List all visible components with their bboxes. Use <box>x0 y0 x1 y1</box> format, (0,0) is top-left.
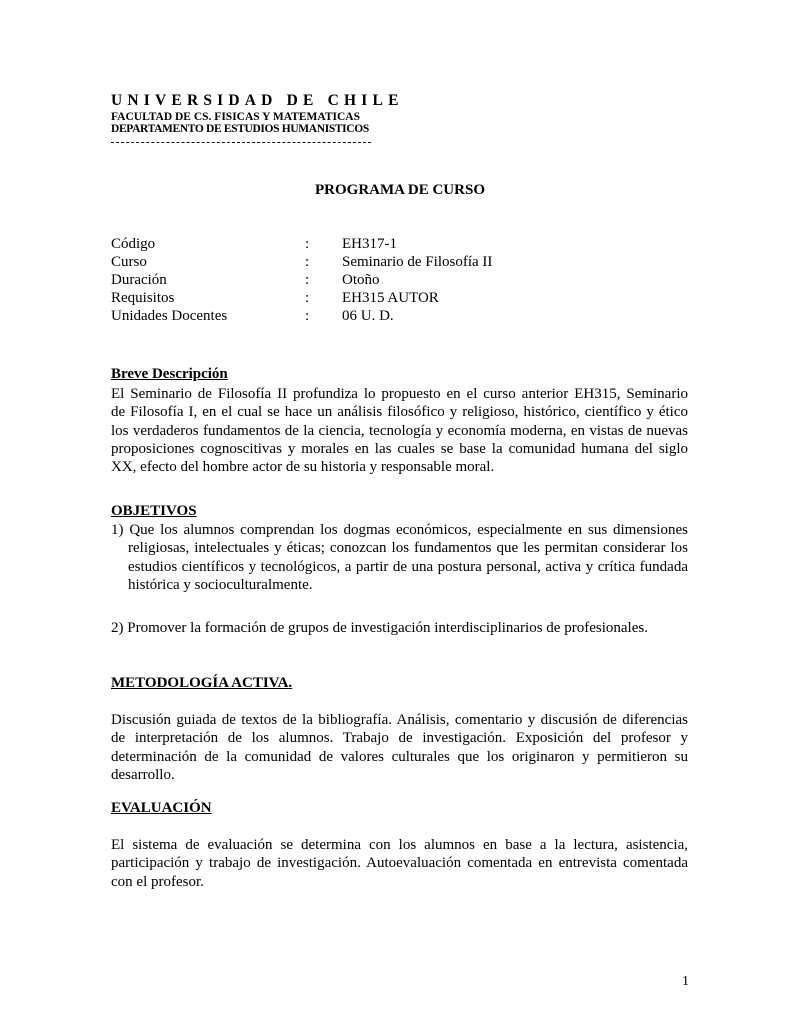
header-divider <box>111 142 371 143</box>
info-separator: : <box>305 272 310 288</box>
info-separator: : <box>305 290 310 306</box>
evaluation-text <box>111 836 688 891</box>
info-value: Seminario de Filosofía II <box>342 254 493 270</box>
description-text <box>111 385 688 476</box>
course-info-row <box>0 254 800 272</box>
page-title: PROGRAMA DE CURSO <box>314 182 485 198</box>
text-line: proposiciones cognoscitivas y morales en las cuales se base la comunidad humana del siglo <box>111 440 688 457</box>
info-label: Curso <box>111 254 147 270</box>
text-line: desarrollo. <box>111 766 175 783</box>
text-line: Discusión guiada de textos de la bibliografía. Análisis, comentario y discusión de diferencias <box>111 712 688 728</box>
text-line: estudios científicos y tecnológicos, a partir de una postura personal, activa y crítica fundada <box>128 558 688 575</box>
info-label: Unidades Docentes <box>111 308 228 324</box>
info-separator: : <box>305 308 310 324</box>
evaluation-heading: EVALUACIÓN <box>111 800 212 816</box>
info-separator: : <box>305 236 310 252</box>
text-line: histórica y socioculturalmente. <box>128 576 313 593</box>
text-line: 1) Que los alumnos comprendan los dogmas económicos, especialmente en sus dimensiones <box>111 522 688 538</box>
objective-item-2: 2) Promover la formación de grupos de investigación interdisciplinarios de profesionales. <box>111 620 648 636</box>
text-line: determinación de la comunidad de valores culturales que los originaron y permitieron su <box>111 748 688 765</box>
text-line: los verdaderos fundamentos de la ciencia, tecnología y economía moderna, en vistas de nuevas <box>111 422 688 439</box>
info-value: EH317-1 <box>342 236 397 252</box>
course-info-row <box>0 290 800 308</box>
text-line: religiosas, intelectuales y éticas; conozcan los fundamentos que les permitan considerar los <box>128 540 688 557</box>
department-name: DEPARTAMENTO DE ESTUDIOS HUMANISTICOS <box>111 123 369 135</box>
description-heading: Breve Descripción <box>111 366 228 382</box>
objective-item-1 <box>111 521 688 594</box>
info-separator: : <box>305 254 310 270</box>
info-label: Duración <box>111 272 167 288</box>
course-info-row <box>0 272 800 290</box>
faculty-name: FACULTAD DE CS. FISICAS Y MATEMATICAS <box>111 111 360 123</box>
university-name: UNIVERSIDAD DE CHILE <box>111 92 404 109</box>
info-value: 06 U. D. <box>342 308 394 324</box>
text-line: de Filosofía I, en el cual se hace un análisis filosófico y religioso, histórico, científico y ético <box>111 404 688 421</box>
text-line: con el profesor. <box>111 873 204 890</box>
text-line: participación y trabajo de investigación. Autoevaluación comentada en entrevista comentada <box>111 855 688 872</box>
methodology-text <box>111 711 688 784</box>
objectives-heading: OBJETIVOS <box>111 503 197 519</box>
text-line: El sistema de evaluación se determina con los alumnos en base a la lectura, asistencia, <box>111 837 688 853</box>
text-line: de interpretación de los alumnos. Trabajo de investigación. Exposición del profesor y <box>111 730 688 747</box>
page-number: 1 <box>682 974 689 989</box>
course-info-row <box>0 308 800 326</box>
info-label: Código <box>111 236 156 252</box>
text-line: XX, efecto del hombre actor de su historia y responsable moral. <box>111 459 495 476</box>
info-label: Requisitos <box>111 290 175 306</box>
info-value: EH315 AUTOR <box>342 290 439 306</box>
course-info-row <box>0 236 800 254</box>
methodology-heading: METODOLOGÍA ACTIVA. <box>111 675 293 691</box>
info-value: Otoño <box>342 272 380 288</box>
text-line: El Seminario de Filosofía II profundiza lo propuesto en el curso anterior EH315, Seminario <box>111 386 688 402</box>
